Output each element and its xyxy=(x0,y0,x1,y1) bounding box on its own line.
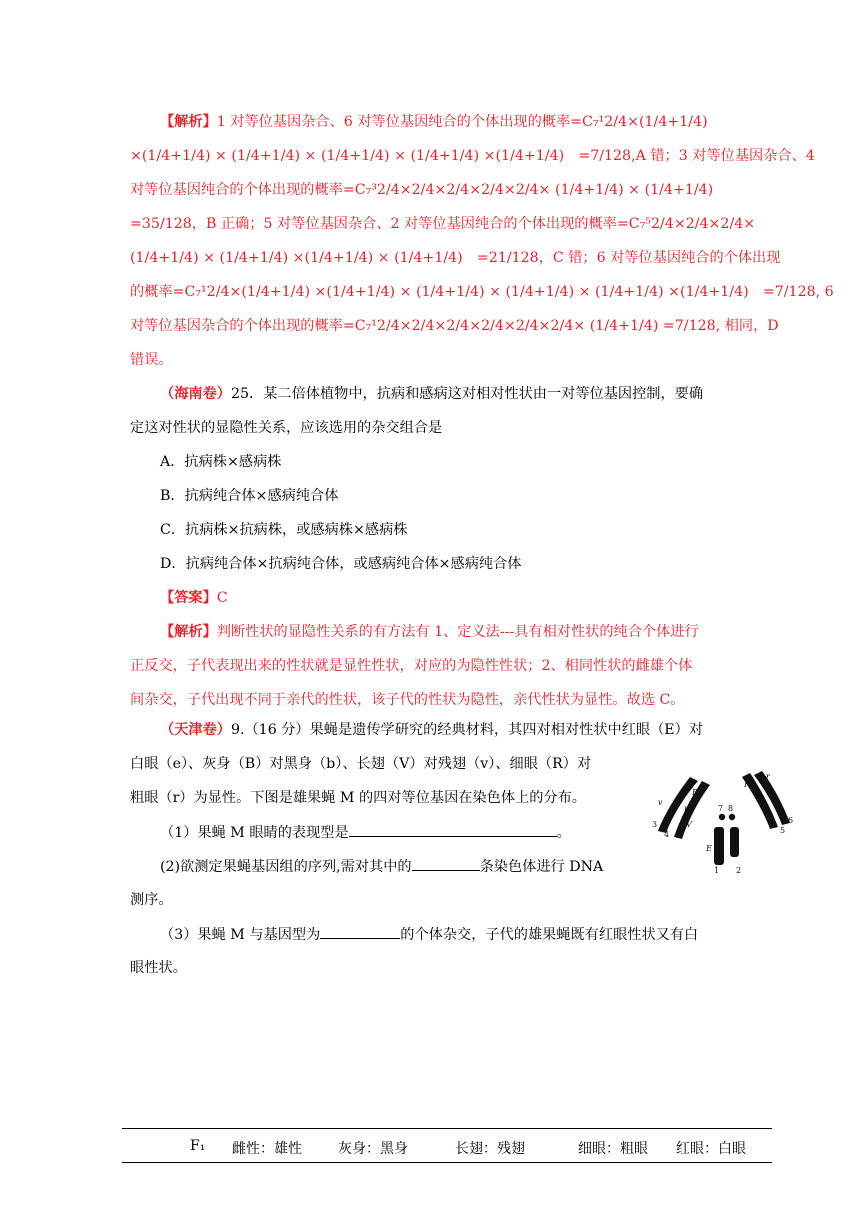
label-gene-r: r xyxy=(766,772,770,781)
q9-part-2-text: (2)欲测定果蝇基因组的序列,需对其中的 xyxy=(160,859,412,875)
q9-part-1-end: 。 xyxy=(556,825,571,841)
dot-chromosome-8 xyxy=(729,814,735,820)
label-7: 7 xyxy=(718,804,724,813)
q9-part-3-end: 的个体杂交，子代的雄果蝇既有红眼性状又有白 xyxy=(400,927,699,943)
analysis-label: 【解析】 xyxy=(160,624,217,640)
q25-option-a: A．抗病株×感病株 xyxy=(160,454,282,470)
q25-analysis-line-2: 正反交，子代表现出来的性状就是显性性状，对应的为隐性性状；2、相同性状的雌雄个体 xyxy=(130,658,693,674)
analysis-line-4: =35/128，B 正确；5 对等位基因杂合、2 对等位基因纯合的个体出现的概率=C₇⁵2/4×2/4×2/4× xyxy=(130,216,756,232)
table-cell-eye-color: 红眼：白眼 xyxy=(676,1141,746,1157)
q9-stem-line-3: 粗眼（r）为显性。下图是雄果蝇 M 的四对等位基因在染色体上的分布。 xyxy=(130,790,586,806)
label-gene-R: R xyxy=(744,780,751,789)
label-1: 1 xyxy=(714,866,720,875)
label-5: 5 xyxy=(780,826,786,835)
q25-option-b: B．抗病纯合体×感病纯合体 xyxy=(160,488,339,504)
analysis-line-2: ×(1/4+1/4) × (1/4+1/4) × (1/4+1/4) × (1/4+1/4) ×(1/4+1/4) =7/128,A 错；3 对等位基因杂合、4 xyxy=(130,148,815,164)
label-gene-E: E xyxy=(706,844,712,853)
q9-part-3-text: （3）果蝇 M 与基因型为 xyxy=(160,927,321,943)
table-top-rule xyxy=(122,1128,772,1129)
label-8: 8 xyxy=(728,804,734,813)
label-gene-B: B xyxy=(692,788,698,797)
q9-stem-line-1 xyxy=(160,720,770,740)
q9-part-2-cont: 测序。 xyxy=(130,892,173,908)
q25-option-d: D．抗病纯合体×抗病纯合体，或感病纯合体×感病纯合体 xyxy=(160,556,522,572)
analysis-label: 【解析】 xyxy=(160,114,217,130)
dot-chromosome-7 xyxy=(719,814,725,820)
answer-blank-1[interactable] xyxy=(349,822,557,837)
q25-stem-line-1 xyxy=(160,384,770,404)
analysis-line-8: 错误。 xyxy=(130,352,173,368)
table-cell-sex: 雌性：雄性 xyxy=(232,1141,302,1157)
table-head-f1: F₁ xyxy=(190,1138,206,1154)
table-bottom-rule xyxy=(122,1162,772,1163)
label-6: 6 xyxy=(788,816,794,825)
q25-option-c: C．抗病株×抗病株，或感病株×感病株 xyxy=(160,522,408,538)
label-gene-V: V xyxy=(686,820,692,829)
analysis-line-5: (1/4+1/4) × (1/4+1/4) ×(1/4+1/4) × (1/4+1/4) =21/128，C 错；6 对等位基因纯合的个体出现 xyxy=(130,250,781,266)
q9-part-3-cont: 眼性状。 xyxy=(130,960,187,976)
q25-stem-text: 25．某二倍体植物中，抗病和感病这对相对性状由一对等位基因控制，要确 xyxy=(230,386,704,402)
answer-value: C xyxy=(216,590,228,606)
chromosome-x xyxy=(714,827,724,865)
table-cell-wing: 长翅：残翅 xyxy=(455,1141,525,1157)
analysis-text: 判断性状的显隐性关系的有方法有 1、定义法---具有相对性状的纯合个体进行 xyxy=(216,624,699,640)
q9-stem-text: 9.（16 分）果蝇是遗传学研究的经典材料，其四对相对性状中红眼（E）对 xyxy=(230,722,704,738)
analysis-line-6: 的概率=C₇¹2/4×(1/4+1/4) ×(1/4+1/4) × (1/4+1/4) × (1/4+1/4) × (1/4+1/4) ×(1/4+1/4) =7/128, 6 xyxy=(130,284,834,300)
chromosome-y xyxy=(730,827,739,857)
answer-blank-2[interactable] xyxy=(412,856,480,871)
label-4: 4 xyxy=(664,830,670,839)
q9-part-3 xyxy=(160,924,770,945)
table-cell-eye-shape: 细眼：粗眼 xyxy=(578,1141,648,1157)
analysis-text: 1 对等位基因杂合、6 对等位基因纯合的个体出现的概率=C₇¹2/4×(1/4+1/4) xyxy=(216,114,708,130)
q9-source: （天津卷） xyxy=(160,722,231,738)
answer-label: 【答案】 xyxy=(160,590,217,606)
q9-part-2-end: 条染色体进行 DNA xyxy=(479,859,604,875)
analysis-line-3: 对等位基因纯合的个体出现的概率=C₇³2/4×2/4×2/4×2/4×2/4× (1/4+1/4) × (1/4+1/4) xyxy=(130,182,714,198)
q9-stem-line-2: 白眼（e）、灰身（B）对黑身（b）、长翅（V）对残翅（v）、细眼（R）对 xyxy=(130,756,592,772)
answer-blank-3[interactable] xyxy=(320,924,400,939)
chromosome-figure xyxy=(648,765,798,877)
label-gene-b: b xyxy=(684,806,690,815)
label-2: 2 xyxy=(736,866,742,875)
q25-analysis-line-3: 间杂交，子代出现不同于亲代的性状，该子代的性状为隐性，亲代性状为显性。故选 C。 xyxy=(130,692,685,708)
q25-analysis-line-1 xyxy=(160,622,770,642)
q9-part-1-text: （1）果蝇 M 眼睛的表现型是 xyxy=(160,825,349,841)
table-cell-body: 灰身：黑身 xyxy=(338,1141,408,1157)
analysis-line-7: 对等位基因杂合的个体出现的概率=C₇¹2/4×2/4×2/4×2/4×2/4×2/4× (1/4+1/4) =7/128, 相同，D xyxy=(130,318,779,334)
q25-answer xyxy=(160,588,770,608)
q25-source: （海南卷） xyxy=(160,386,231,402)
q25-stem-line-2: 定这对性状的显隐性关系，应该选用的杂交组合是 xyxy=(130,420,443,436)
label-3: 3 xyxy=(652,820,658,829)
analysis-line-1 xyxy=(160,112,770,132)
label-gene-v: v xyxy=(658,798,663,807)
